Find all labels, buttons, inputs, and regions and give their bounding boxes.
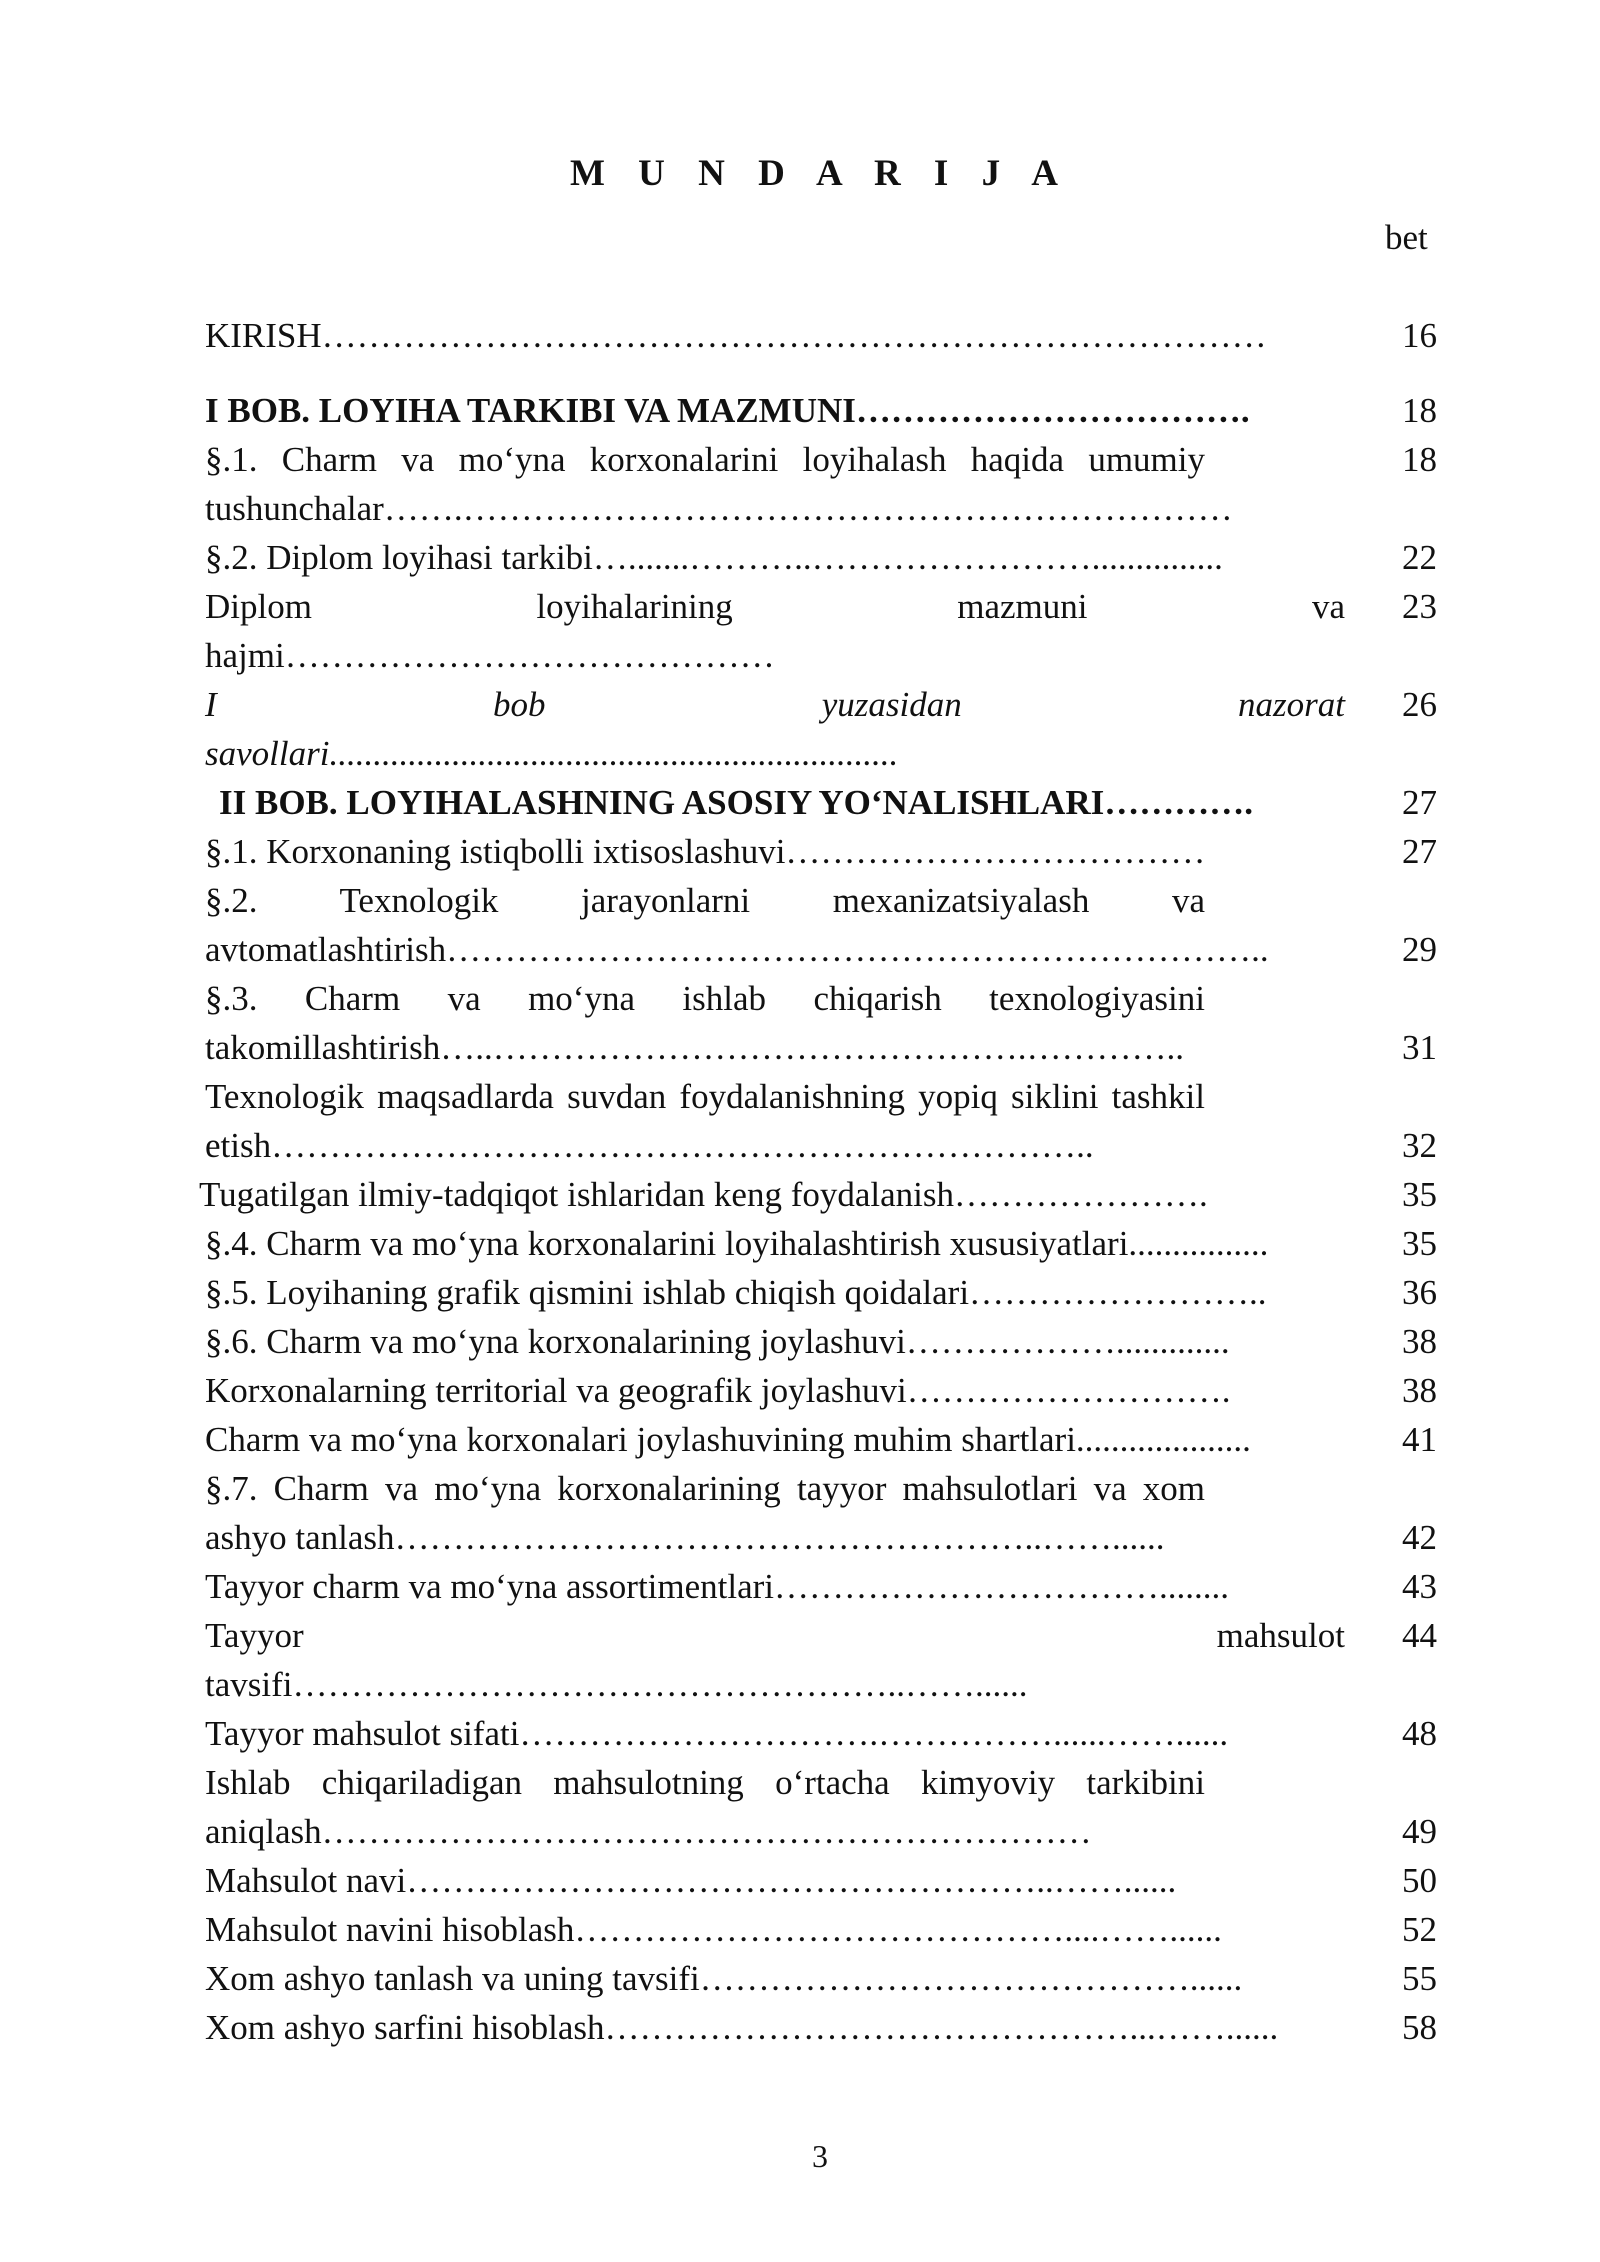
toc-entry-text: §.3. Charm va mo‘yna ishlab chiqarish texnologiyasini takomillashtirish…..……………………………………….…………..	[205, 979, 1205, 1067]
toc-entry-text: §.6. Charm va mo‘yna korxonalarining joylashuvi……………….............	[205, 1322, 1230, 1361]
toc-entry-text: §.2. Diplom loyihasi tarkibi….......………..……………………...............	[205, 538, 1223, 577]
toc-entry[interactable]	[205, 435, 1437, 533]
toc-entry-page: 16	[1402, 316, 1437, 355]
toc-entry-text: Tayyor mahsulot tavsifi……………………………………………..……......	[205, 1616, 1345, 1704]
toc-entry-text: Tayyor charm va mo‘yna assortimentlari……………………………........	[205, 1567, 1230, 1606]
toc-entry-page: 55	[1402, 1959, 1437, 1998]
toc-entry[interactable]	[205, 2003, 1437, 2052]
toc-entry[interactable]	[205, 311, 1437, 360]
toc-entry-text: II BOB. LOYIHALASHNING ASOSIY YO‘NALISHLARI………….	[219, 783, 1254, 822]
toc-entry[interactable]	[205, 1611, 1437, 1709]
page-column-header: bet	[1385, 218, 1428, 257]
toc-entry-page: 35	[1402, 1175, 1437, 1214]
toc-entry-text: §.7. Charm va mo‘yna korxonalarining tayyor mahsulotlari va xom ashyo tanlash………………………………………………..……......	[205, 1469, 1205, 1557]
toc-entry-text: Texnologik maqsadlarda suvdan foydalanishning yopiq siklini tashkil etish……………………………………………………………..	[205, 1077, 1205, 1165]
toc-entry[interactable]	[205, 1562, 1437, 1611]
toc-entry[interactable]	[205, 1072, 1437, 1170]
toc-entry-page: 35	[1402, 1224, 1437, 1263]
toc-entry[interactable]	[205, 1954, 1437, 2003]
toc-entry-text: Tugatilgan ilmiy-tadqiqot ishlaridan keng foydalanish………………….	[199, 1175, 1208, 1214]
toc-entry-page: 52	[1402, 1910, 1437, 1949]
toc-entry-page: 18	[1402, 440, 1437, 479]
toc-entry[interactable]	[205, 582, 1437, 680]
toc-entry[interactable]	[205, 876, 1437, 974]
toc-entry[interactable]	[205, 778, 1437, 827]
toc-entry-page: 18	[1402, 391, 1437, 430]
toc-entry[interactable]	[205, 1415, 1437, 1464]
toc-entry[interactable]	[205, 1758, 1437, 1856]
toc-entry-page: 43	[1402, 1567, 1437, 1606]
toc-entry-text: Korxonalarning territorial va geografik joylashuvi……………………….	[205, 1371, 1231, 1410]
toc-entry-text: Charm va mo‘yna korxonalari joylashuvining muhim shartlari....................	[205, 1420, 1251, 1459]
toc-entry-text: KIRISH………………………………………………………………………	[205, 316, 1267, 355]
toc-entry[interactable]	[205, 680, 1437, 778]
toc-entry-text: I BOB. LOYIHA TARKIBI VA MAZMUNI…………………………….	[205, 391, 1250, 430]
toc-entry-text: §.1. Charm va mo‘yna korxonalarini loyihalash haqida umumiy tushunchalar…….…………………………………………………………	[205, 440, 1233, 528]
toc-entry[interactable]	[205, 827, 1437, 876]
toc-entry-page: 50	[1402, 1861, 1437, 1900]
toc-entry-page: 38	[1402, 1322, 1437, 1361]
toc-entry-page: 27	[1402, 832, 1437, 871]
toc-entry-text: §.4. Charm va mo‘yna korxonalarini loyihalashtirish xususiyatlari................	[205, 1224, 1269, 1263]
toc-entry-text: Xom ashyo tanlash va uning tavsifi……………………………………......	[205, 1959, 1243, 1998]
toc-entry[interactable]	[205, 1219, 1437, 1268]
toc-entry[interactable]	[205, 1709, 1437, 1758]
toc-entry-text: §.5. Loyihaning grafik qismini ishlab chiqish qoidalari……………………..	[205, 1273, 1267, 1312]
toc-entry-page: 32	[1402, 1126, 1437, 1165]
page-title: M U N D A R I J A	[569, 153, 1071, 194]
toc-entry-text: Xom ashyo sarfini hisoblash………………………………………...……......	[205, 2008, 1279, 2047]
toc-entry-page: 38	[1402, 1371, 1437, 1410]
toc-entry-page: 22	[1402, 538, 1437, 577]
toc-entry-text: Tayyor mahsulot sifati………………………….……………......……......	[205, 1714, 1229, 1753]
toc-entry-text: I bob yuzasidan nazorat savollari.................................................................	[205, 685, 1345, 773]
toc-entry-text: Mahsulot navini hisoblash……………………………………....……......	[205, 1910, 1222, 1949]
toc-entry[interactable]	[205, 1268, 1437, 1317]
toc-entry[interactable]	[205, 1366, 1437, 1415]
toc-entry[interactable]	[205, 974, 1437, 1072]
toc-entry-page: 41	[1402, 1420, 1437, 1459]
toc-entry-text: Mahsulot navi………………………………………………..……......	[205, 1861, 1177, 1900]
toc-entry-text: §.1. Korxonaning istiqbolli ixtisoslashuvi………………………………	[205, 832, 1206, 871]
toc-entry[interactable]	[205, 386, 1437, 435]
toc-entry-page: 48	[1402, 1714, 1437, 1753]
table-of-contents	[199, 311, 1437, 2052]
page-number: 3	[812, 2138, 828, 2174]
toc-entry-page: 36	[1402, 1273, 1437, 1312]
toc-entry[interactable]	[205, 1464, 1437, 1562]
toc-entry-page: 26	[1402, 685, 1437, 724]
toc-entry-page: 58	[1402, 2008, 1437, 2047]
toc-entry-text: §.2. Texnologik jarayonlarni mexanizatsiyalash va avtomatlashtirish……………………………………………………………..	[205, 881, 1269, 969]
toc-entry-page: 29	[1402, 930, 1437, 969]
toc-entry-text: Diplom loyihalarining mazmuni va hajmi……………………………………	[205, 587, 1345, 675]
toc-entry[interactable]	[205, 1905, 1437, 1954]
toc-entry[interactable]	[205, 1856, 1437, 1905]
toc-entry-page: 23	[1402, 587, 1437, 626]
toc-entry[interactable]	[205, 533, 1437, 582]
toc-entry-page: 27	[1402, 783, 1437, 822]
toc-entry-page: 42	[1402, 1518, 1437, 1557]
toc-entry-text: Ishlab chiqariladigan mahsulotning o‘rtacha kimyoviy tarkibini aniqlash…………………………………………………………	[205, 1763, 1205, 1851]
toc-entry-page: 44	[1402, 1616, 1437, 1655]
toc-entry[interactable]	[205, 1317, 1437, 1366]
toc-entry-page: 49	[1402, 1812, 1437, 1851]
toc-entry[interactable]	[199, 1170, 1437, 1219]
toc-entry-page: 31	[1402, 1028, 1437, 1067]
